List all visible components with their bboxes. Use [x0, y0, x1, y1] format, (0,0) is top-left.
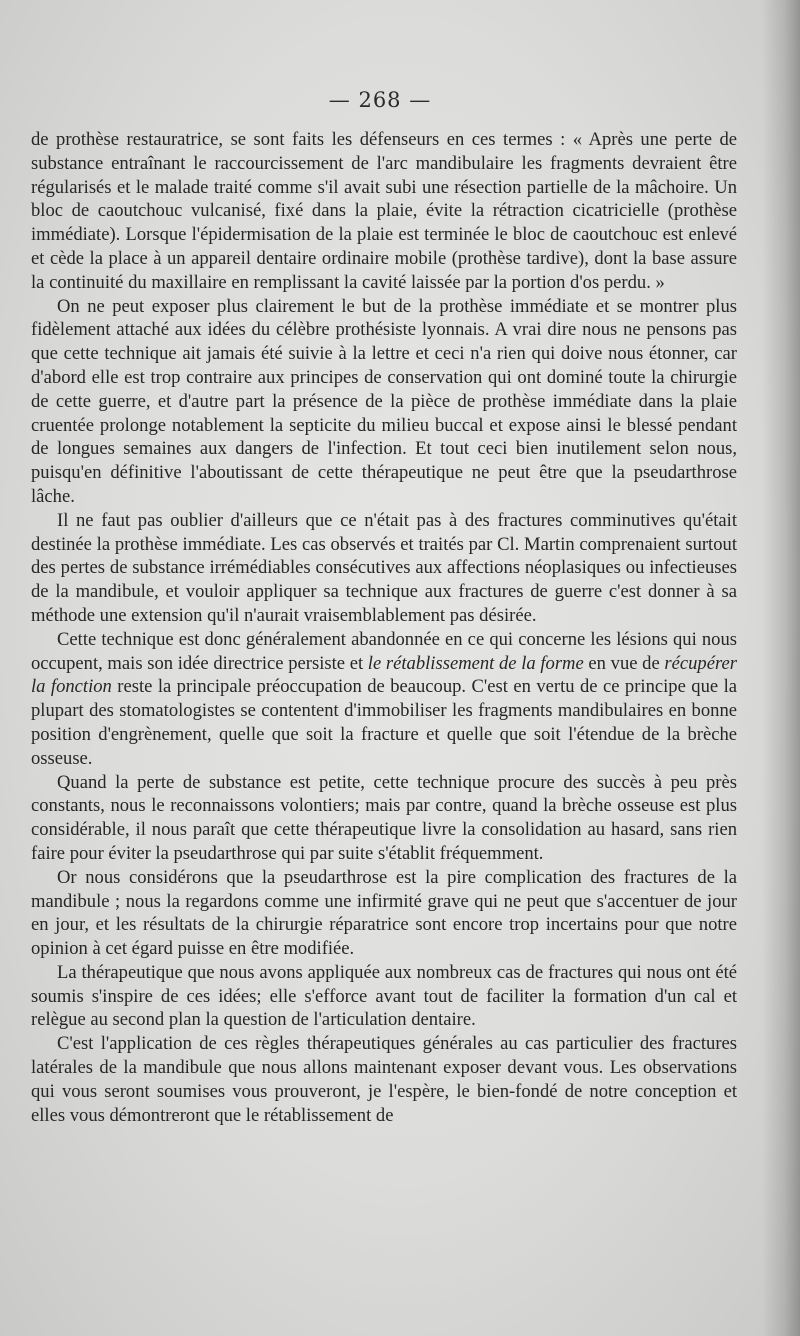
text-run: Cette technique est donc généralement abandonnée en ce qui concerne les lésions qui nous occupent, mais son idée directrice persiste et [31, 628, 737, 674]
text-run: Il ne faut pas oublier d'ailleurs que ce n'était pas à des fractures comminutives qu'était destinée la prothèse immédiate. Les cas observés et traités par Cl. Martin comprenaient surtout des pertes de substance irrémédiables consécutives aux affections néoplasiques ou infectieuses de la mandibule, et vouloir appliquer sa technique aux fractures de guerre c'est donner à sa méthode une extension qu'il n'aurait vraisemblablement pas désirée. [31, 509, 737, 626]
paragraph [31, 1032, 737, 1127]
paragraph [31, 628, 737, 771]
page-binding-shadow [762, 0, 800, 1336]
italic-phrase: récupérer la fonction [31, 652, 738, 698]
paragraph [31, 509, 737, 628]
text-run: en vue de [583, 652, 665, 674]
paragraph [31, 295, 737, 509]
paragraph [31, 866, 737, 961]
paragraph [31, 771, 737, 866]
paragraph [31, 961, 737, 1032]
body-text [31, 128, 737, 1127]
text-run: Or nous considérons que la pseudarthrose est la pire complication des fractures de la mandibule ; nous la regardons comme une infirmité grave qui ne peut que s'accentuer de jour en jour, et les résultats de la chirurgie réparatrice sont encore trop incertains pour que notre opinion à cet égard puisse en être modifiée. [31, 866, 737, 960]
page-number: — 268 — [328, 88, 432, 112]
text-run: La thérapeutique que nous avons appliquée aux nombreux cas de fractures qui nous ont été soumis s'inspire de ces idées; elle s'efforce avant tout de faciliter la formation d'un cal et relègue au second plan la question de l'articulation dentaire. [31, 961, 737, 1031]
text-run: reste la principale préoccupation de beaucoup. C'est en vertu de ce principe que la plupart des stomatologistes se contentent d'immobiliser les fragments mandibulaires en bonne position d'engrènement, quelle que soit la fracture et quelle que soit l'étendue de la brèche osseuse. [31, 676, 737, 769]
text-run: de prothèse restauratrice, se sont faits les défenseurs en ces termes : « Après une perte de substance entraînant le raccourcissement de l'arc mandibulaire les fragments devraient être régularisés et le malade traité comme s'il avait subi une résection partielle de la mâchoire. Un bloc de caoutchouc vulcanisé, fixé dans la plaie, évite la rétraction cicatricielle (prothèse immédiate). Lorsque l'épidermisation de la plaie est terminée le bloc de caoutchouc est enlevé et cède la place à un appareil dentaire ordinaire mobile (prothèse tardive), dont la base assure la continuité du maxillaire en remplissant la cavité laissée par la portion d'os perdu. » [31, 129, 737, 293]
text-run: C'est l'application de ces règles thérapeutiques générales au cas particulier des fractures latérales de la mandibule que nous allons maintenant exposer devant vous. Les observations qui vous seront soumises vous prouveront, je l'espère, le bien-fondé de notre conception et elles vous démontreront que le rétablissement de [31, 1033, 737, 1126]
text-run: Quand la perte de substance est petite, cette technique procure des succès à peu près constants, nous le reconnaissons volontiers; mais par contre, quand la brèche osseuse est plus considérable, il nous paraît que cette thérapeutique livre la consolidation au hasard, sans rien faire pour éviter la pseudarthrose qui par suite s'établit fréquemment. [31, 771, 737, 864]
italic-phrase: le rétablissement de la forme [367, 652, 584, 674]
text-run: On ne peut exposer plus clairement le but de la prothèse immédiate et se montrer plus fidèlement attaché aux idées du célèbre prothésiste lyonnais. A vrai dire nous ne pensons pas que cette technique ait jamais été suivie à la lettre et ceci n'a rien qui doive nous étonner, car d'abord elle est trop contraire aux principes de conservation qui ont dominé toute la chirurgie de cette guerre, et d'autre part la présence de la pièce de prothèse immédiate dans la plaie cruentée prolonge notablement la septicite du milieu buccal et expose ainsi le blessé pendant de longues semaines aux dangers de l'infection. Et tout ceci bien inutilement selon nous, puisqu'en définitive l'aboutissant de cette thérapeutique ne peut être que la pseudarthrose lâche. [31, 295, 737, 507]
paragraph [31, 128, 737, 295]
